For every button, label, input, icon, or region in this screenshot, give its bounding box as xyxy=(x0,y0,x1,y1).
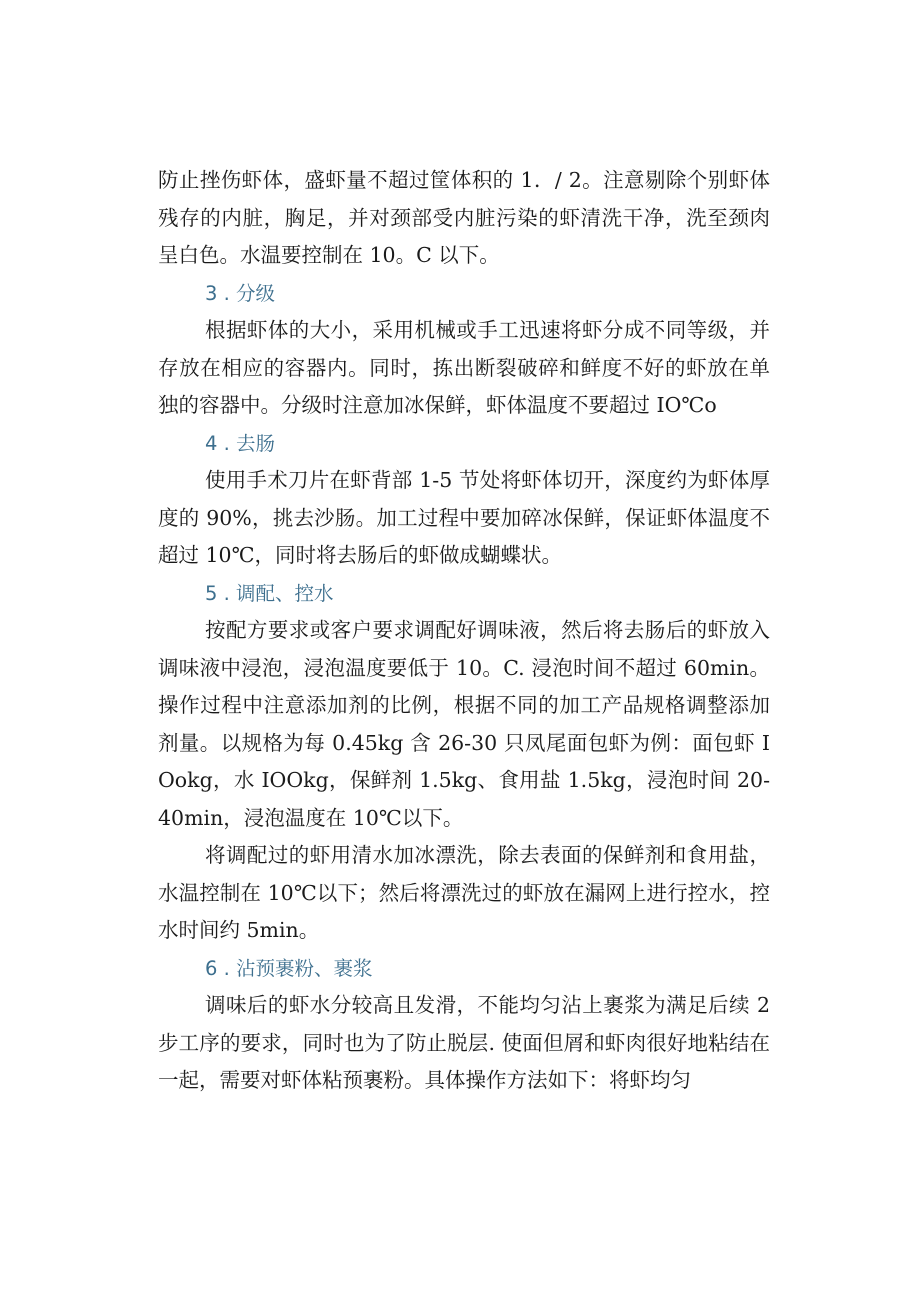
paragraph-draining: 将调配过的虾用清水加冰漂洗，除去表面的保鲜剂和食用盐，水温控制在 10℃以下；然后将漂洗过的虾放在漏网上进行控水，控水时间约 5min。 xyxy=(158,843,770,942)
section-heading-deveining: 4 . 去肠 xyxy=(205,431,276,455)
paragraph-marinating: 按配方要求或客户要求调配好调味液，然后将去肠后的虾放入调味液中浸泡，浸泡温度要低于 10。C. 浸泡时间不超过 60min。操作过程中注意添加剂的比例，根据不同的加工产品规格调整添加剂量。以规格为每 0.45kg 含 26-30 只凤尾面包虾为例：面包虾 IOokg，水 IOOkg，保鲜剂 1.5kg、食用盐 1.5kg，浸泡时间 20-40min，浸泡温度在 10℃以下。 xyxy=(158,618,770,830)
paragraph-coating: 调味后的虾水分较高且发滑，不能均匀沾上裹浆为满足后续 2 步工序的要求，同时也为了防止脱层. 使面但屑和虾肉很好地粘结在一起，需要对虾体粘预裹粉。具体操作方法如下：将虾均匀 xyxy=(158,993,770,1092)
paragraph-grading: 根据虾体的大小，采用机械或手工迅速将虾分成不同等级，并存放在相应的容器内。同时，拣出断裂破碎和鲜度不好的虾放在单独的容器中。分级时注意加冰保鲜，虾体温度不要超过 IO℃o xyxy=(158,318,770,417)
section-heading-coating: 6 . 沾预裹粉、裹浆 xyxy=(205,956,373,980)
paragraph-intro: 防止挫伤虾体，盛虾量不超过筐体积的 1．/ 2。注意剔除个别虾体残存的内脏，胸足，并对颈部受内脏污染的虾清洗干净，洗至颈肉呈白色。水温要控制在 10。C 以下。 xyxy=(158,168,770,267)
section-heading-marinating: 5 . 调配、控水 xyxy=(205,581,334,605)
document-body xyxy=(158,162,770,1100)
paragraph-deveining: 使用手术刀片在虾背部 1-5 节处将虾体切开，深度约为虾体厚度的 90%，挑去沙肠。加工过程中要加碎冰保鲜，保证虾体温度不超过 10℃，同时将去肠后的虾做成蝴蝶状。 xyxy=(158,468,770,567)
section-heading-grading: 3 . 分级 xyxy=(205,281,276,305)
